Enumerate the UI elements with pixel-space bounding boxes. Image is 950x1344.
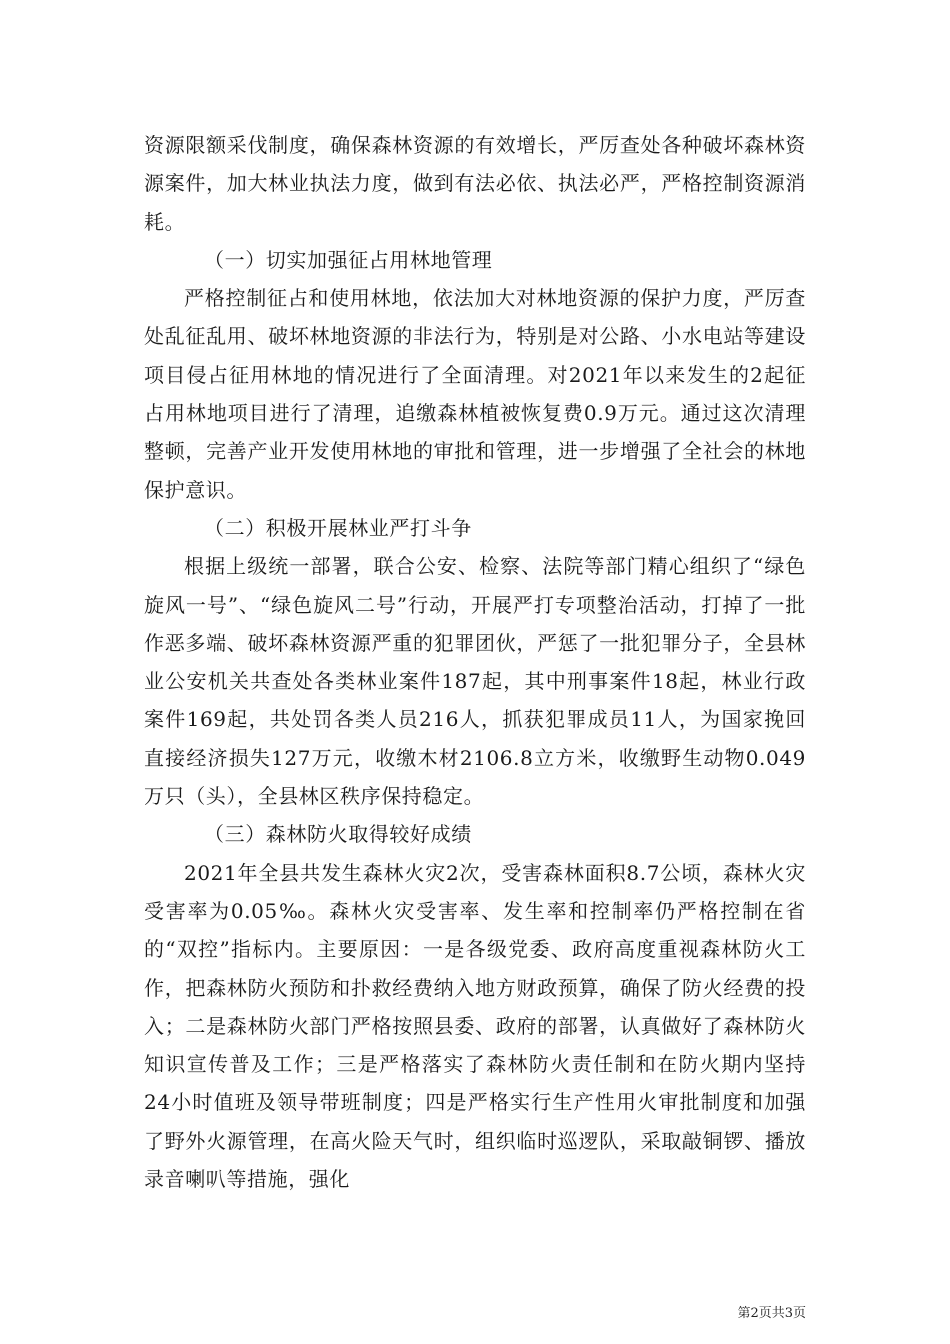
paragraph-crackdown: 根据上级统一部署，联合公安、检察、法院等部门精心组织了“绿色旋风一号”、“绿色旋风二号”行动，开展严打专项整治活动，打掉了一批作恶多端、破坏森林资源严重的犯罪团伙，严惩了一批犯罪分子，全县林业公安机关共查处各类林业案件187起，其中刑事案件18起，林业行政案件169起，共处罚各类人员216人，抓获犯罪成员11人，为国家挽回直接经济损失127万元，收缴木材2106.8立方米，收缴野生动物0.049万只（头），全县林区秩序保持稳定。 <box>144 554 806 809</box>
section-heading-2: （二）积极开展林业严打斗争 <box>204 515 472 540</box>
section-heading-3: （三）森林防火取得较好成绩 <box>204 822 472 847</box>
section-heading-1: （一）切实加强征占用林地管理 <box>204 247 493 272</box>
paragraph-forest-land-management: 严格控制征占和使用林地，依法加大对林地资源的保护力度，严厉查处乱征乱用、破坏林地资源的非法行为，特别是对公路、小水电站等建设项目侵占征用林地的情况进行了全面清理。对2021年以来发生的2起征占用林地项目进行了清理，追缴森林植被恢复费0.9万元。通过这次清理整顿，完善产业开发使用林地的审批和管理，进一步增强了全社会的林地保护意识。 <box>144 286 806 502</box>
document-body <box>144 126 806 1198</box>
paragraph-continued: 资源限额采伐制度，确保森林资源的有效增长，严厉查处各种破坏森林资源案件，加大林业执法力度，做到有法必依、执法必严，严格控制资源消耗。 <box>144 133 806 234</box>
page-number: 第2页共3页 <box>737 1306 806 1321</box>
paragraph-fire-prevention: 2021年全县共发生森林火灾2次，受害森林面积8.7公顷，森林火灾受害率为0.05‰。森林火灾受害率、发生率和控制率仍严格控制在省的“双控”指标内。主要原因：一是各级党委、政府高度重视森林防火工作，把森林防火预防和扑救经费纳入地方财政预算，确保了防火经费的投入；二是森林防火部门严格按照县委、政府的部署，认真做好了森林防火知识宣传普及工作；三是严格落实了森林防火责任制和在防火期内坚持24小时值班及领导带班制度；四是严格实行生产性用火审批制度和加强了野外火源管理，在高火险天气时，组织临时巡逻队，采取敲铜锣、播放录音喇叭等措施，强化 <box>144 860 806 1192</box>
